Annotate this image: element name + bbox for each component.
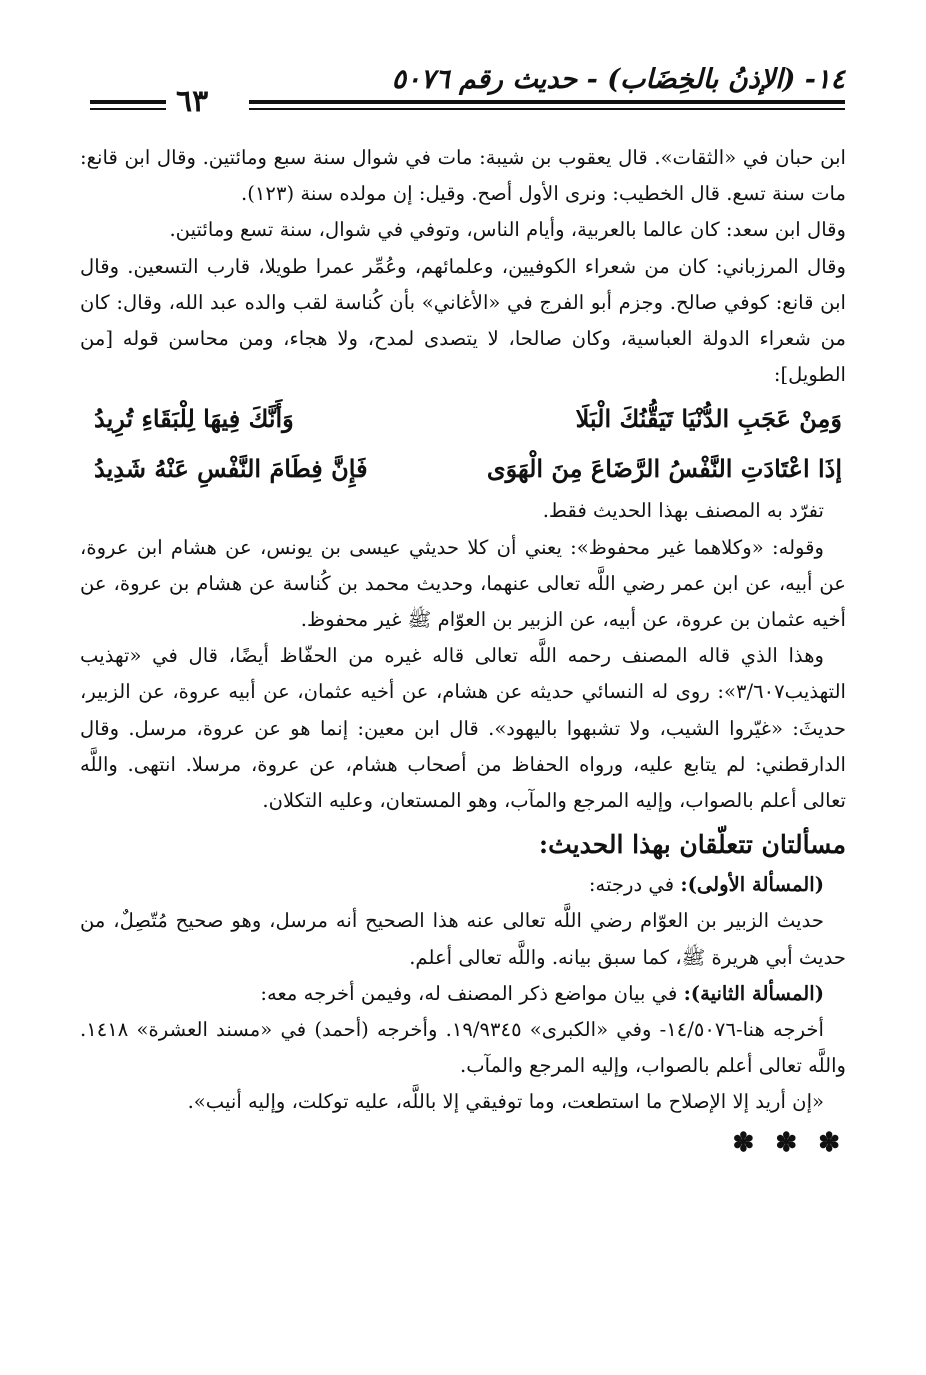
question-label: (المسألة الثانية): bbox=[683, 981, 824, 1005]
verse-first-hemistich: وَمِنْ عَجَبِ الدُّنْيَا تَيَقُّنُكَ الْبَلَا bbox=[575, 404, 842, 434]
poem-verse bbox=[80, 445, 846, 493]
verse-first-hemistich: إذَا اعْتَادَتِ النَّفْسُ الرَّضَاعَ مِنَ الْهَوَى bbox=[486, 454, 842, 484]
paragraph: وقوله: «وكلاهما غير محفوظ»: يعني أن كلا حديثي عيسى بن يونس، عن هشام ابن عروة، عن أبيه، عن ابن عمر رضي اللَّه تعالى عنهما، وحديث محمد بن كُناسة عن هشام بن عروة، عن أخيه عثمان بن عروة، عن أبيه، عن الزبير بن العوّام ﷺ غير محفوظ. bbox=[80, 535, 846, 632]
paragraph: تفرّد به المصنف بهذا الحديث فقط. bbox=[542, 499, 824, 523]
question-heading bbox=[80, 867, 846, 903]
page-number: ٦٣ bbox=[176, 84, 209, 119]
verse-second-hemistich: فَإِنَّ فِطَامَ النَّفْسِ عَنْهُ شَدِيدُ bbox=[94, 454, 368, 484]
question-topic: في بيان مواضع ذكر المصنف له، وفيمن أخرجه معه: bbox=[260, 981, 684, 1005]
header-rule bbox=[249, 100, 845, 110]
paragraph: ابن حبان في «الثقات». قال يعقوب بن شيبة: مات في شوال سنة سبع ومائتين. وقال ابن قانع: مات سنة تسع. قال الخطيب: ونرى الأول أصح. وقيل: إن مولده سنة (١٢٣). bbox=[80, 146, 846, 206]
paragraph: أخرجه هنا-١٤/٥٠٧٦- وفي «الكبرى» ١٩/٩٣٤٥. وأخرجه (أحمد) في «مسند العشرة» ١٤١٨. واللَّه تعالى أعلم بالصواب، وإليه المرجع والمآب. bbox=[80, 1018, 846, 1078]
paragraph: وقال ابن سعد: كان عالما بالعربية، وأيام الناس، وتوفي في شوال، سنة تسع ومائتين. bbox=[169, 218, 846, 242]
poem-verse bbox=[80, 395, 846, 443]
header-rule-short bbox=[90, 100, 166, 110]
question-heading bbox=[80, 976, 846, 1012]
question-topic: في درجته: bbox=[588, 873, 681, 897]
page-body bbox=[80, 140, 846, 1161]
running-header bbox=[80, 58, 845, 118]
verse-second-hemistich: وَأَنَّكَ فِيهَا لِلْبَقَاءِ تُرِيدُ bbox=[94, 404, 294, 434]
closing-quote: «إن أريد إلا الإصلاح ما استطعت، وما توفيقي إلا باللَّه، عليه توكلت، وإليه أنيب». bbox=[187, 1090, 824, 1114]
paragraph: وقال المرزباني: كان من شعراء الكوفيين، وعلمائهم، وعُمِّر عمرا طويلا، قارب التسعين. وقال ابن قانع: كوفي صالح. وجزم أبو الفرج في «الأغاني» بأن كُناسة لقب والده عبد الله، وقال: كان من شعراء الدولة العباسية، وكان صالحا، لا يتصدى لمدح، ولا هجاء، ومن محاسن قوله [من الطويل]: bbox=[80, 254, 846, 387]
section-end-stars: ✽ ✽ ✽ bbox=[732, 1127, 846, 1158]
question-label: (المسألة الأولى): bbox=[680, 873, 824, 897]
paragraph: وهذا الذي قاله المصنف رحمه اللَّه تعالى قاله غيره من الحفّاظ أيضًا، قال في «تهذيب التهذيب٣/٦٠٧»: روى له النسائي حديثه عن هشام، عن أخيه عثمان، عن أبيه عروة، عن الزبير، حديثَ: «غيّروا الشيب، ولا تشبهوا باليهود». قال ابن معين: إنما هو عن عروة، مرسل. وقال الدارقطني: لم يتابع عليه، ورواه الحفاظ من أصحاب هشام، عن عروة، مرسلا. انتهى. واللَّه تعالى أعلم بالصواب، وإليه المرجع والمآب، وهو المستعان، وعليه التكلان. bbox=[80, 644, 846, 813]
section-heading: مسألتان تتعلّقان بهذا الحديث: bbox=[538, 830, 846, 860]
chapter-title: ١٤- (الإذنُ بالخِضَاب) - حديث رقم ٥٠٧٦ bbox=[391, 64, 845, 95]
paragraph: حديث الزبير بن العوّام رضي اللَّه تعالى عنه هذا الصحيح أنه مرسل، وهو صحيح مُتّصِلٌ، من حديث أبي هريرة ﷺ، كما سبق بيانه. واللَّه تعالى أعلم. bbox=[80, 909, 846, 969]
